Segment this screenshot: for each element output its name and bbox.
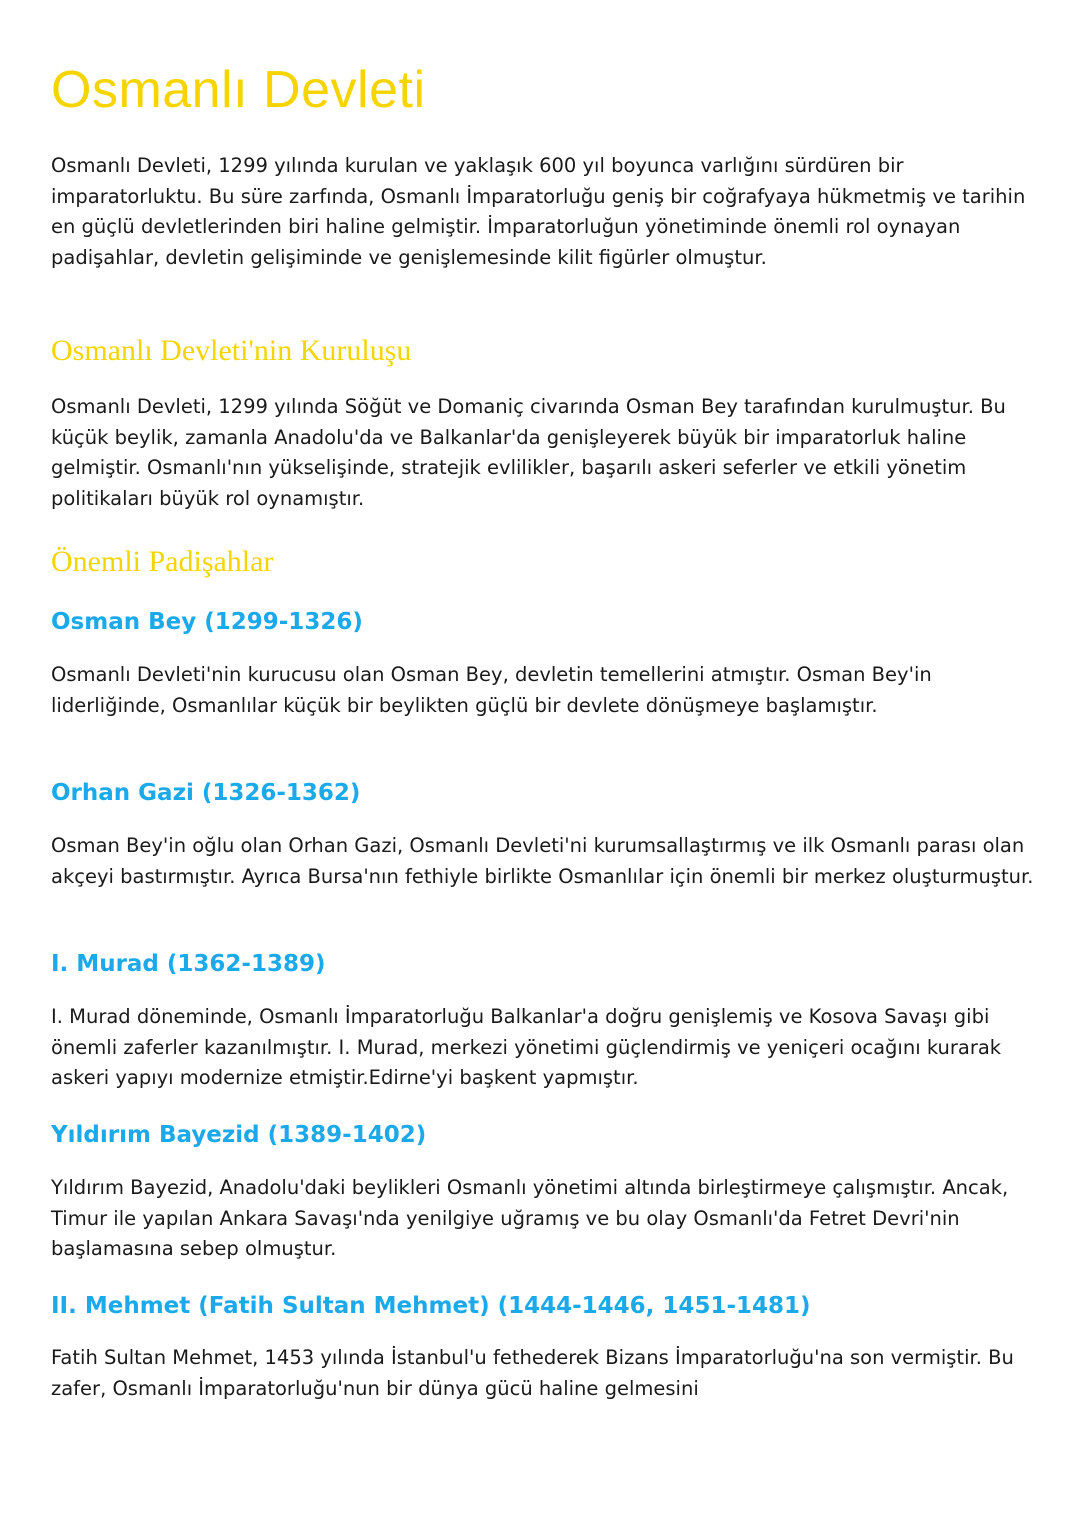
ruler-heading-murad: I. Murad (1362-1389) <box>51 951 326 977</box>
ruler-text-murad: I. Murad döneminde, Osmanlı İmparatorluğu Balkanlar'a doğru genişlemiş ve Kosova Savaşı gibi önemli zaferler kazanılmıştır. I. Murad, merkezi yönetimi güçlendirmiş ve yeniçeri ocağını kurarak askeri yapıyı modernize etmiştir.Edirne'yi başkent yapmıştır. <box>51 1005 1002 1089</box>
ruler-heading-osman: Osman Bey (1299-1326) <box>51 609 363 635</box>
document-title: Osmanlı Devleti <box>51 61 426 119</box>
intro-paragraph: Osmanlı Devleti, 1299 yılında kurulan ve yaklaşık 600 yıl boyunca varlığını sürdüren bir imparatorluktu. Bu süre zarfında, Osmanlı İmparatorluğu geniş bir coğrafyaya hükmetmiş ve tarihin en güçlü devletlerinden biri haline gelmiştir. İmparatorluğun yönetiminde önemli rol oynayan padişahlar, devletin gelişiminde ve genişlemesinde kilit figürler olmuştur. <box>51 154 1026 269</box>
ruler-text-bayezid: Yıldırım Bayezid, Anadolu'daki beylikleri Osmanlı yönetimi altında birleştirmeye çalışmıştır. Ancak, Timur ile yapılan Ankara Savaşı'nda yenilgiye uğramış ve bu olay Osmanlı'da Fetret Devri'nin başlamasına sebep olmuştur. <box>51 1176 1009 1260</box>
ruler-text-mehmet: Fatih Sultan Mehmet, 1453 yılında İstanbul'u fethederek Bizans İmparatorluğu'na son vermiştir. Bu zafer, Osmanlı İmparatorluğu'nun bir dünya gücü haline gelmesini <box>51 1346 1014 1400</box>
ruler-text-orhan: Osman Bey'in oğlu olan Orhan Gazi, Osmanlı Devleti'ni kurumsallaştırmış ve ilk Osmanlı parası olan akçeyi bastırmıştır. Ayrıca Bursa'nın fethiyle birlikte Osmanlılar için önemli bir merkez oluşturmuştur. <box>51 834 1034 888</box>
founding-heading: Osmanlı Devleti'nin Kuruluşu <box>51 334 412 367</box>
ruler-heading-bayezid: Yıldırım Bayezid (1389-1402) <box>51 1122 427 1148</box>
ruler-heading-mehmet: II. Mehmet (Fatih Sultan Mehmet) (1444-1446, 1451-1481) <box>51 1293 811 1319</box>
ruler-heading-orhan: Orhan Gazi (1326-1362) <box>51 780 361 806</box>
founding-paragraph: Osmanlı Devleti, 1299 yılında Söğüt ve Domaniç civarında Osman Bey tarafından kurulmuştur. Bu küçük beylik, zamanla Anadolu'da ve Balkanlar'da genişleyerek büyük bir imparatorluk haline gelmiştir. Osmanlı'nın yükselişinde, stratejik evlilikler, başarılı askeri seferler ve etkili yönetim politikaları büyük rol oynamıştır. <box>51 395 1006 510</box>
ruler-text-osman: Osmanlı Devleti'nin kurucusu olan Osman Bey, devletin temellerini atmıştır. Osman Bey'in liderliğinde, Osmanlılar küçük bir beylikten güçlü bir devlete dönüşmeye başlamıştır. <box>51 663 932 717</box>
rulers-heading: Önemli Padişahlar <box>51 545 274 578</box>
